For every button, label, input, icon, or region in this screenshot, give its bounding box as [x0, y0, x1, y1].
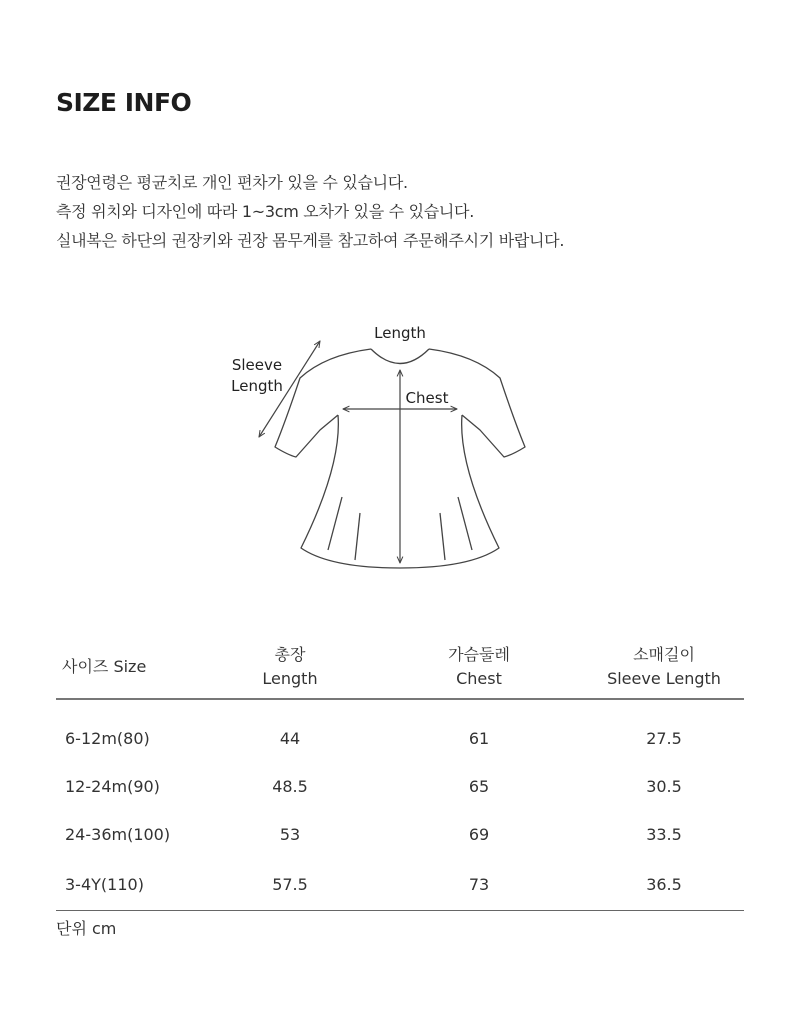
header-length: 총장 Length	[206, 636, 374, 699]
table-row	[56, 762, 744, 810]
unit-note: 단위 cm	[56, 919, 117, 938]
note-line: 실내복은 하단의 권장키와 권장 몸무게를 참고하여 주문해주시기 바랍니다.	[56, 231, 565, 250]
size-notes	[56, 168, 564, 255]
note-line: 측정 위치와 디자인에 따라 1~3cm 오차가 있을 수 있습니다.	[56, 202, 474, 221]
sleeve-cell: 27.5	[646, 728, 682, 748]
sleeve-arrow	[259, 341, 320, 437]
size-cell: 3-4Y(110)	[56, 858, 206, 911]
sleeve-cell: 33.5	[646, 824, 682, 844]
table-row	[56, 858, 744, 911]
sleeve-label-line1: Sleeve	[231, 356, 283, 374]
sleeve-cell: 36.5	[584, 858, 744, 911]
length-cell: 57.5	[206, 858, 374, 911]
length-label: Length	[374, 324, 426, 342]
header-chest: 가슴둘레 Chest	[374, 636, 584, 699]
sleeve-label-line2: Length	[231, 377, 283, 395]
table-row	[56, 714, 744, 762]
chest-cell: 69	[468, 824, 490, 844]
size-table	[56, 636, 744, 911]
chest-cell: 65	[468, 776, 490, 796]
table-row	[56, 810, 744, 858]
chest-cell: 61	[468, 728, 490, 748]
size-cell: 6-12m(80)	[65, 728, 150, 748]
length-cell: 48.5	[272, 776, 308, 796]
header-sleeve-length: 소매길이 Sleeve Length	[584, 636, 744, 699]
sleeve-cell: 30.5	[646, 776, 682, 796]
length-cell: 44	[279, 728, 301, 748]
chest-label: Chest	[405, 389, 449, 407]
chest-cell: 73	[374, 858, 584, 911]
size-cell: 12-24m(90)	[65, 776, 160, 796]
dress-outline	[275, 349, 525, 568]
table-header-row	[56, 636, 744, 699]
note-line: 권장연령은 평균치로 개인 편차가 있을 수 있습니다.	[56, 173, 408, 192]
header-size: 사이즈 Size	[56, 636, 206, 699]
size-cell: 24-36m(100)	[65, 824, 171, 844]
length-cell: 53	[279, 824, 301, 844]
page-title: SIZE INFO	[56, 88, 192, 117]
measurement-arrows	[259, 341, 457, 563]
